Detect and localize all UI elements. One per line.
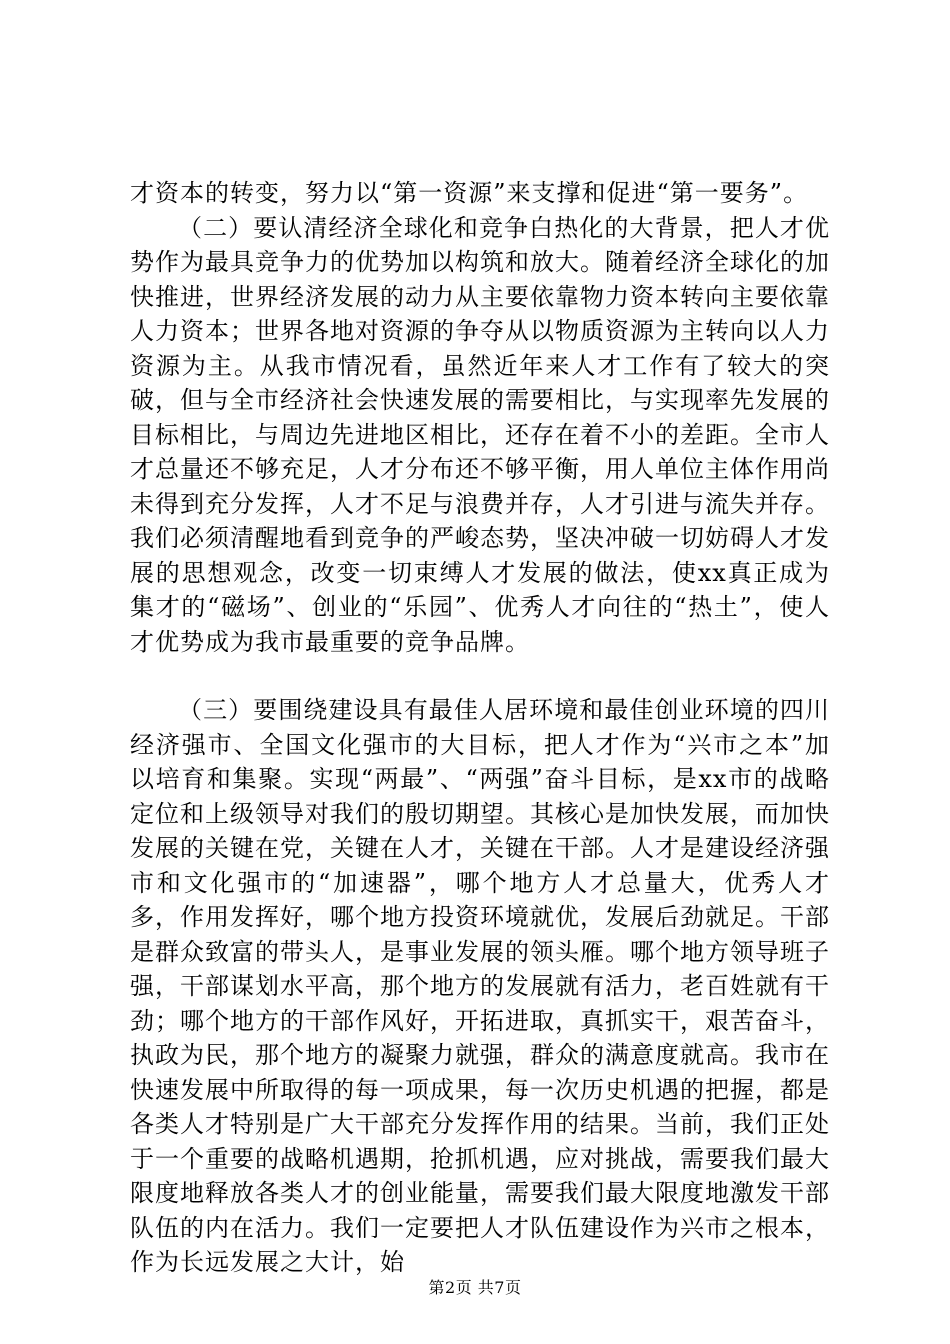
paragraph-section-three: （三）要围绕建设具有最佳人居环境和最佳创业环境的四川经济强市、全国文化强市的大目标，把人才作为“兴市之本”加以培育和集聚。实现“两最”、“两强”奋斗目标，是xx市的战略定位和上级领导对我们的殷切期望。其核心是加快发展，而加快发展的关键在党，关键在人才，关键在干部。人才是建设经济强市和文化强市的“加速器”，哪个地方人才总量大，优秀人才多，作用发挥好，哪个地方投资环境就优，发展后劲就足。干部是群众致富的带头人，是事业发展的领头雁。哪个地方领导班子强，干部谋划水平高，那个地方的发展就有活力，老百姓就有干劲；哪个地方的干部作风好，开拓进取，真抓实干，艰苦奋斗，执政为民，那个地方的凝聚力就强，群众的满意度就高。我市在快速发展中所取得的每一项成果，每一次历史机遇的把握，都是各类人才特别是广大干部充分发挥作用的结果。当前，我们正处于一个重要的战略机遇期，抢抓机遇，应对挑战，需要我们最大限度地释放各类人才的创业能量，需要我们最大限度地激发干部队伍的内在活力。我们一定要把人才队伍建设作为兴市之根本，作为长远发展之大计，始 (130, 696, 830, 1276)
paragraph-continuation: 才资本的转变，努力以“第一资源”来支撑和促进“第一要务”。 (130, 179, 809, 207)
document-body (130, 176, 830, 1280)
paragraph-section-two: （二）要认清经济全球化和竞争白热化的大背景，把人才优势作为最具竞争力的优势加以构筑和放大。随着经济全球化的加快推进，世界经济发展的动力从主要依靠物力资本转向主要依靠人力资本；世界各地对资源的争夺从以物质资源为主转向以人力资源为主。从我市情况看，虽然近年来人才工作有了较大的突破，但与全市经济社会快速发展的需要相比，与实现率先发展的目标相比，与周边先进地区相比，还存在着不小的差距。全市人才总量还不够充足，人才分布还不够平衡，用人单位主体作用尚未得到充分发挥，人才不足与浪费并存，人才引进与流失并存。我们必须清醒地看到竞争的严峻态势，坚决冲破一切妨碍人才发展的思想观念，改变一切束缚人才发展的做法，使xx真正成为集才的“磁场”、创业的“乐园”、优秀人才向往的“热土”，使人才优势成为我市最重要的竞争品牌。 (130, 213, 830, 656)
page-number-footer: 第2页 共7页 (428, 1278, 522, 1297)
